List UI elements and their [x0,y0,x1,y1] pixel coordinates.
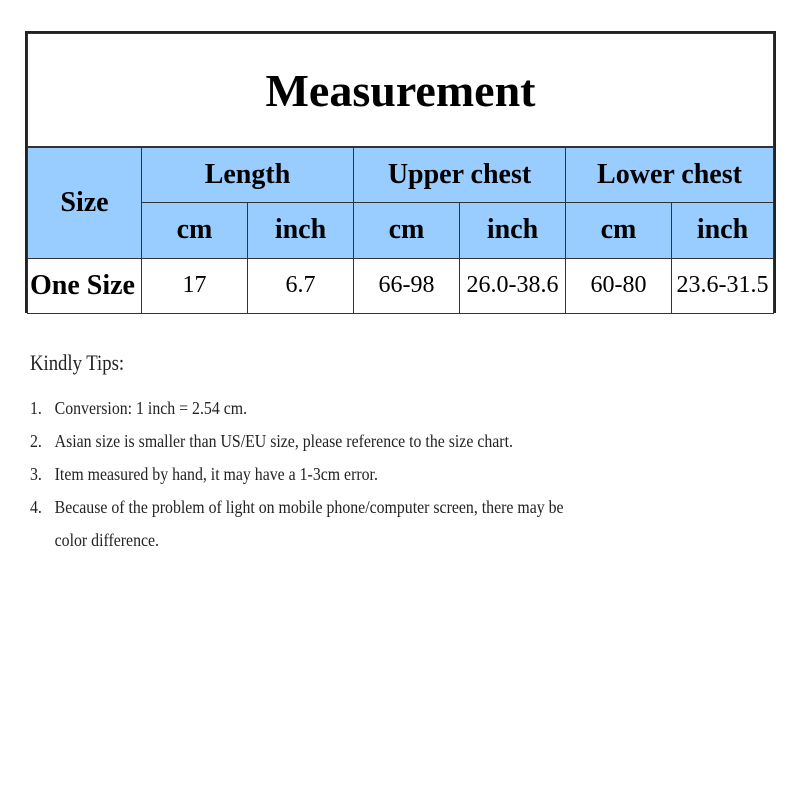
table-title: Measurement [28,34,774,148]
group-header-length: Length [142,147,354,202]
tip-item [30,491,564,524]
cell-length-inch: 6.7 [248,258,354,313]
tip-number: 3. [30,464,42,484]
tip-number: 1. [30,398,42,418]
row-size: One Size [28,258,142,313]
sub-header-lower-inch: inch [672,202,774,258]
measurement-table [25,31,776,313]
cell-lower-cm: 60-80 [566,258,672,313]
tips-title: Kindly Tips: [30,350,125,375]
sub-header-upper-inch: inch [460,202,566,258]
tip-item [30,392,564,425]
tip-text: color difference. [54,530,160,550]
table-row [28,258,774,313]
tip-item-continuation [30,524,564,557]
tip-number: 2. [30,431,42,451]
cell-upper-inch: 26.0-38.6 [460,258,566,313]
size-header: Size [28,147,142,258]
sub-header-length-cm: cm [142,202,248,258]
group-header-lower-chest: Lower chest [566,147,774,202]
tip-item [30,458,564,491]
tip-text: Conversion: 1 inch = 2.54 cm. [54,398,248,418]
group-header-upper-chest: Upper chest [354,147,566,202]
tip-number: 4. [30,497,42,517]
tip-item [30,425,564,458]
size-chart [27,33,774,314]
tip-text: Asian size is smaller than US/EU size, please reference to the size chart. [54,431,513,451]
tip-text: Because of the problem of light on mobile phone/computer screen, there may be [54,497,564,517]
sub-header-upper-cm: cm [354,202,460,258]
sub-header-lower-cm: cm [566,202,672,258]
sub-header-length-inch: inch [248,202,354,258]
tip-text: Item measured by hand, it may have a 1-3cm error. [54,464,378,484]
cell-lower-inch: 23.6-31.5 [672,258,774,313]
kindly-tips [30,350,636,557]
cell-upper-cm: 66-98 [354,258,460,313]
cell-length-cm: 17 [142,258,248,313]
